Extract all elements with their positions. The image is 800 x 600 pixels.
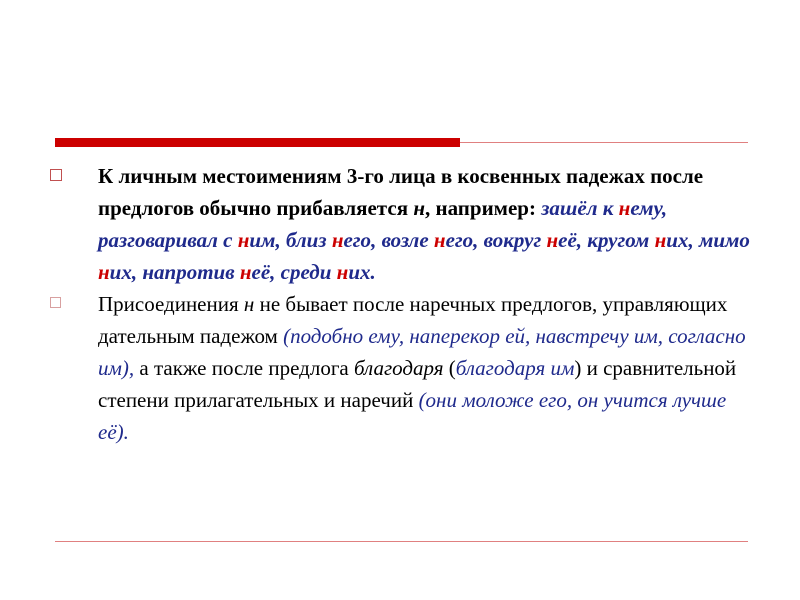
example-n-letter: н (618, 196, 631, 220)
example-n-letter: н (433, 228, 446, 252)
bullet2-text-2: не бывает после наречных предлогов, управляющих дательным падежом (98, 292, 728, 348)
example-phrase (98, 228, 275, 252)
example-separator: , (131, 260, 143, 284)
bullet2-text-3: а также после предлога (134, 356, 354, 380)
example-post: его (445, 228, 474, 252)
bullet2-text-5: ) и сравнительной степени прилагательных и наречий (98, 356, 737, 412)
bullet2-text-1: Присоединения (98, 292, 244, 316)
example-n-letter: н (331, 228, 344, 252)
example-post: их (109, 260, 132, 284)
example-phrase (484, 228, 577, 252)
top-divider-accent-bar (55, 138, 460, 147)
bullet-item-1 (50, 160, 750, 288)
bullet2-text-4: ( (443, 356, 456, 380)
example-pre: среди (280, 260, 337, 284)
example-phrase (382, 228, 474, 252)
example-pre: возле (381, 228, 434, 252)
example-separator: , (270, 260, 281, 284)
bullet2-example-3: (они моложе его, он учится лучше её). (98, 388, 727, 444)
example-pre: разговаривал с (98, 228, 238, 252)
example-separator: , (371, 228, 382, 252)
bullet1-letter-n: н (413, 196, 425, 220)
example-post: его (343, 228, 372, 252)
bullet2-word-blagodarya: благодаря (354, 356, 444, 380)
bottom-divider (55, 541, 748, 542)
example-pre: зашёл к (541, 196, 619, 220)
example-pre: близ (285, 228, 332, 252)
example-n-letter: н (239, 260, 252, 284)
example-post: им (249, 228, 276, 252)
example-pre: вокруг (483, 228, 547, 252)
bullet1-intro: К личным местоимениям 3-го лица в косвенных падежах после предлогов обычно прибавляется (98, 164, 704, 220)
bullet2-example-2: благодаря им (455, 356, 575, 380)
example-phrase (142, 260, 270, 284)
example-phrase (587, 228, 688, 252)
example-n-letter: н (336, 260, 349, 284)
example-pre: кругом (587, 228, 655, 252)
example-post: их (348, 260, 371, 284)
example-n-letter: н (654, 228, 667, 252)
example-separator: . (370, 260, 376, 284)
slide-body (50, 160, 750, 448)
example-pre: мимо (698, 228, 750, 252)
example-separator: , (473, 228, 484, 252)
example-post: её (251, 260, 271, 284)
example-separator: , (661, 196, 668, 220)
example-pre: напротив (142, 260, 240, 284)
example-phrase (541, 196, 662, 220)
example-post: ему (630, 196, 662, 220)
bullet2-letter-n: н (243, 292, 255, 316)
bullet-item-2 (50, 288, 750, 448)
example-separator: , (275, 228, 286, 252)
example-n-letter: н (98, 260, 110, 284)
square-bullet-icon (50, 169, 62, 181)
bullet2-example-1: (подобно ему, наперекор ей, навстречу им, согласно им), (98, 324, 746, 380)
bullet1-comma: , (424, 196, 431, 220)
example-phrase (286, 228, 371, 252)
square-bullet-icon (50, 297, 61, 308)
example-post: её (558, 228, 577, 252)
example-phrase (281, 260, 371, 284)
example-separator: , (688, 228, 699, 252)
bullet1-example-label: например: (430, 196, 542, 220)
example-post: их (666, 228, 689, 252)
example-separator: , (576, 228, 588, 252)
example-n-letter: н (237, 228, 250, 252)
top-divider (55, 138, 748, 147)
example-n-letter: н (546, 228, 559, 252)
